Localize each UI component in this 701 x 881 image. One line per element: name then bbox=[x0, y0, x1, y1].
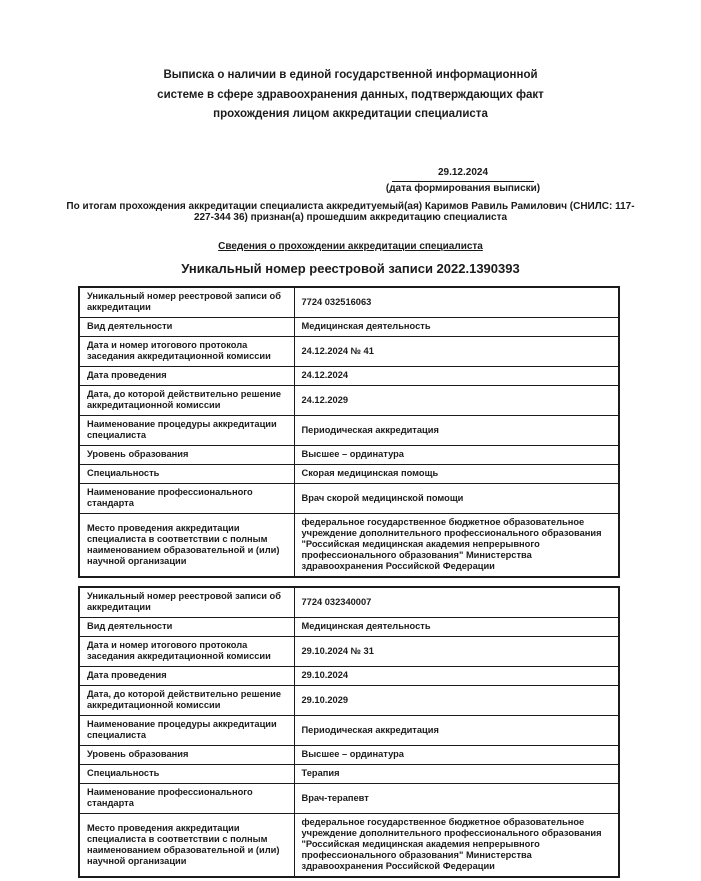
row-value: Медицинская деятельность bbox=[294, 617, 619, 636]
row-label: Дата проведения bbox=[79, 366, 294, 385]
formation-date-block bbox=[384, 167, 542, 195]
row-value: 7724 032340007 bbox=[294, 587, 619, 618]
table-row bbox=[79, 464, 619, 483]
row-value: 29.10.2029 bbox=[294, 685, 619, 715]
row-value: федеральное государственное бюджетное образовательное учреждение дополнительного профессионального образования "Российская медицинская академия непрерывного профессионального образования" Министерства здравоохранения Российской Федерации bbox=[294, 513, 619, 577]
table-row bbox=[79, 666, 619, 685]
accreditation-result-paragraph: По итогам прохождения аккредитации специалиста аккредитуемый(ая) Каримов Равиль Рамилович (СНИЛС: 117-227-344 36) признан(а) прошедшим аккредитацию специалиста bbox=[66, 200, 635, 223]
row-label: Дата и номер итогового протокола заседания аккредитационной комиссии bbox=[79, 636, 294, 666]
row-label: Место проведения аккредитации специалиста в соответствии с полным наименованием образовательной и (или) научной организации bbox=[79, 513, 294, 577]
table-row bbox=[79, 813, 619, 877]
row-value: Скорая медицинская помощь bbox=[294, 464, 619, 483]
row-label: Специальность bbox=[79, 764, 294, 783]
row-label: Специальность bbox=[79, 464, 294, 483]
table-row bbox=[79, 745, 619, 764]
row-value: Медицинская деятельность bbox=[294, 317, 619, 336]
table-row bbox=[79, 366, 619, 385]
table-row bbox=[79, 636, 619, 666]
row-label: Уровень образования bbox=[79, 445, 294, 464]
registry-number-heading: Уникальный номер реестровой записи 2022.1390393 bbox=[181, 260, 520, 276]
document-title-line: системе в сфере здравоохранения данных, подтверждающих факт bbox=[157, 88, 544, 101]
row-label: Уникальный номер реестровой записи об аккредитации bbox=[79, 287, 294, 318]
row-label: Дата, до которой действительно решение аккредитационной комиссии bbox=[79, 685, 294, 715]
row-label: Место проведения аккредитации специалиста в соответствии с полным наименованием образовательной и (или) научной организации bbox=[79, 813, 294, 877]
row-value: Высшее – ординатура bbox=[294, 445, 619, 464]
document-title bbox=[121, 66, 581, 125]
row-label: Уникальный номер реестровой записи об аккредитации bbox=[79, 587, 294, 618]
row-value: федеральное государственное бюджетное образовательное учреждение дополнительного профессионального образования "Российская медицинская академия непрерывного профессионального образования" Министерства здравоохранения Российской Федерации bbox=[294, 813, 619, 877]
row-value: Врач-терапевт bbox=[294, 783, 619, 813]
row-label: Дата и номер итогового протокола заседания аккредитационной комиссии bbox=[79, 336, 294, 366]
row-label: Уровень образования bbox=[79, 745, 294, 764]
document-title-line: Выписка о наличии в единой государственной информационной bbox=[163, 69, 538, 81]
row-value: 29.10.2024 bbox=[294, 666, 619, 685]
table-row bbox=[79, 764, 619, 783]
table-row bbox=[79, 685, 619, 715]
table-row bbox=[79, 287, 619, 318]
table-row bbox=[79, 385, 619, 415]
row-label: Наименование профессионального стандарта bbox=[79, 783, 294, 813]
row-value: 29.10.2024 № 31 bbox=[294, 636, 619, 666]
row-value: Периодическая аккредитация bbox=[294, 415, 619, 445]
row-label: Дата, до которой действительно решение аккредитационной комиссии bbox=[79, 385, 294, 415]
row-label: Наименование профессионального стандарта bbox=[79, 483, 294, 513]
formation-date-caption: (дата формирования выписки) bbox=[385, 182, 541, 194]
row-label: Наименование процедуры аккредитации специалиста bbox=[79, 715, 294, 745]
table-row bbox=[79, 617, 619, 636]
section-heading: Сведения о прохождении аккредитации специалиста bbox=[218, 240, 483, 252]
row-label: Вид деятельности bbox=[79, 317, 294, 336]
accreditation-record-table-2 bbox=[78, 586, 620, 878]
row-value: 7724 032516063 bbox=[294, 287, 619, 318]
table-row bbox=[79, 513, 619, 577]
row-label: Наименование процедуры аккредитации специалиста bbox=[79, 415, 294, 445]
row-value: Терапия bbox=[294, 764, 619, 783]
table-row bbox=[79, 483, 619, 513]
table-row bbox=[79, 445, 619, 464]
table-row bbox=[79, 317, 619, 336]
formation-date: 29.12.2024 bbox=[392, 167, 534, 182]
row-value: Периодическая аккредитация bbox=[294, 715, 619, 745]
row-value: 24.12.2029 bbox=[294, 385, 619, 415]
row-label: Дата проведения bbox=[79, 666, 294, 685]
row-value: 24.12.2024 № 41 bbox=[294, 336, 619, 366]
table-row bbox=[79, 715, 619, 745]
table-row bbox=[79, 415, 619, 445]
row-value: Врач скорой медицинской помощи bbox=[294, 483, 619, 513]
row-value: 24.12.2024 bbox=[294, 366, 619, 385]
table-row bbox=[79, 783, 619, 813]
row-label: Вид деятельности bbox=[79, 617, 294, 636]
accreditation-record-table-1 bbox=[78, 286, 620, 578]
table-row bbox=[79, 336, 619, 366]
row-value: Высшее – ординатура bbox=[294, 745, 619, 764]
table-row bbox=[79, 587, 619, 618]
document-title-line: прохождения лицом аккредитации специалиста bbox=[213, 108, 488, 120]
